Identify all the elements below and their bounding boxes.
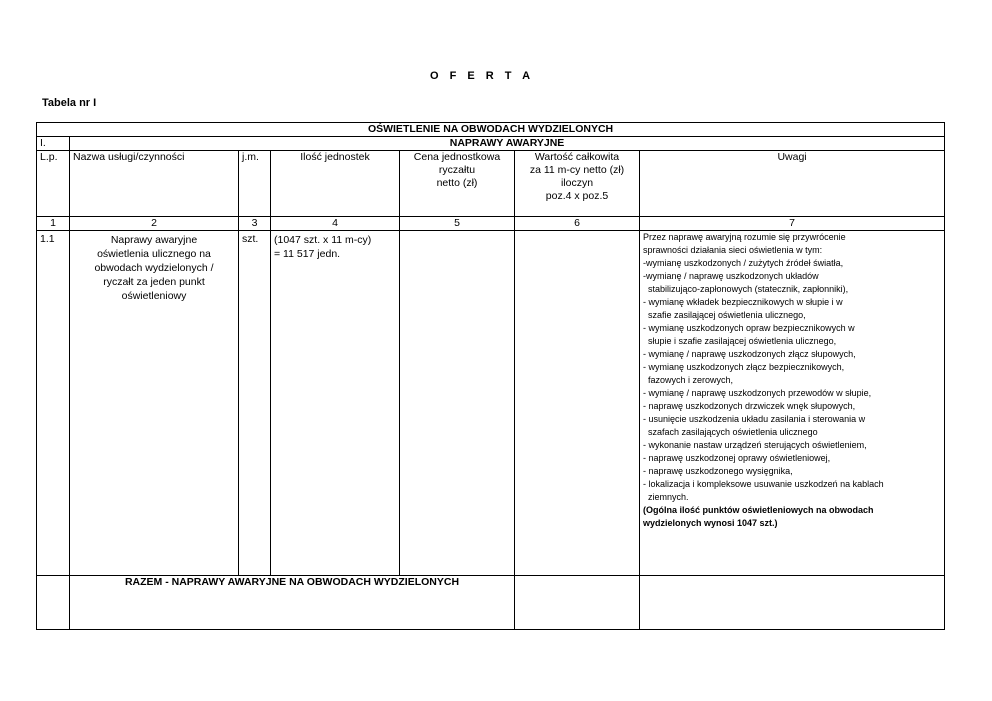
notes-line: ziemnych. [643,492,689,502]
row-notes [640,231,945,576]
header-price: Cena jednostkowa ryczałtu netto (zł) [400,151,515,217]
notes-line: stabilizująco-zapłonowych (statecznik, zapłonniki), [643,284,849,294]
notes-line: Przez naprawę awaryjną rozumie się przywrócenie [643,232,846,242]
column-number: 2 [70,217,239,231]
row-name: Naprawy awaryjne oświetlenia ulicznego na obwodach wydzielonych / ryczałt za jeden punkt oświetleniowy [70,231,239,576]
column-number: 1 [37,217,70,231]
row-value [515,231,640,576]
notes-line: sprawności działania sieci oświetlenia w tym: [643,245,823,255]
notes-line: szafach zasilających oświetlenia ulicznego [643,427,818,437]
total-lp [37,576,70,630]
column-number: 6 [515,217,640,231]
notes-line: słupie i szafie zasilającej oświetlenia ulicznego, [643,336,837,346]
total-row [37,576,945,630]
column-number: 7 [640,217,945,231]
notes-line: - wymianę / naprawę uszkodzonych złącz słupowych, [643,349,856,359]
row-unit: szt. [239,231,271,576]
notes-line: - lokalizacja i kompleksowe usuwanie uszkodzeń na kablach [643,479,884,489]
column-number: 5 [400,217,515,231]
notes-line: - wymianę uszkodzonych złącz bezpiecznikowych, [643,362,845,372]
notes-line: - wymianę uszkodzonych opraw bezpiecznikowych w [643,323,855,333]
notes-total-points: (Ogólna ilość punktów oświetleniowych na obwodach wydzielonych wynosi 1047 szt.) [643,505,874,528]
row-price [400,231,515,576]
notes-line: - usunięcie uszkodzenia układu zasilania i sterowania w [643,414,866,424]
notes-line: - wymianę wkładek bezpiecznikowych w słupie i w [643,297,843,307]
column-number: 4 [271,217,400,231]
notes-line: -wymianę / naprawę uszkodzonych układów [643,271,819,281]
header-unit: j.m. [239,151,271,217]
column-number: 3 [239,217,271,231]
header-notes: Uwagi [640,151,945,217]
column-number-row [37,217,945,231]
header-qty: Ilość jednostek [271,151,400,217]
header-value: Wartość całkowita za 11 m-cy netto (zł) iloczyn poz.4 x poz.5 [515,151,640,217]
total-notes [640,576,945,630]
total-label: RAZEM - NAPRAWY AWARYJNE NA OBWODACH WYDZIELONYCH [70,576,515,630]
header-row [37,151,945,217]
notes-line: szafie zasilającej oświetlenia ulicznego, [643,310,806,320]
header-lp: L.p. [37,151,70,217]
total-value [515,576,640,630]
part-number: I. [37,137,70,151]
notes-line: - wymianę / naprawę uszkodzonych przewodów w słupie, [643,388,872,398]
notes-line: - naprawę uszkodzonych drzwiczek wnęk słupowych, [643,401,856,411]
notes-line: - naprawę uszkodzonej oprawy oświetleniowej, [643,453,831,463]
table-row [37,231,945,576]
row-qty: (1047 szt. x 11 m-cy) = 11 517 jedn. [271,231,400,576]
header-name: Nazwa usługi/czynności [70,151,239,217]
part-title: NAPRAWY AWARYJNE [70,137,945,151]
offer-title: O F E R T A [429,70,535,82]
notes-line: - wykonanie nastaw urządzeń sterujących oświetleniem, [643,440,867,450]
notes-line: -wymianę uszkodzonych / zużytych źródeł światła, [643,258,844,268]
row-lp: 1.1 [37,231,70,576]
section-title: OŚWIETLENIE NA OBWODACH WYDZIELONYCH [37,123,945,137]
notes-line: fazowych i zerowych, [643,375,734,385]
table-caption: Tabela nr I [42,97,97,109]
offer-table [36,122,945,630]
notes-line: - naprawę uszkodzonego wysięgnika, [643,466,793,476]
